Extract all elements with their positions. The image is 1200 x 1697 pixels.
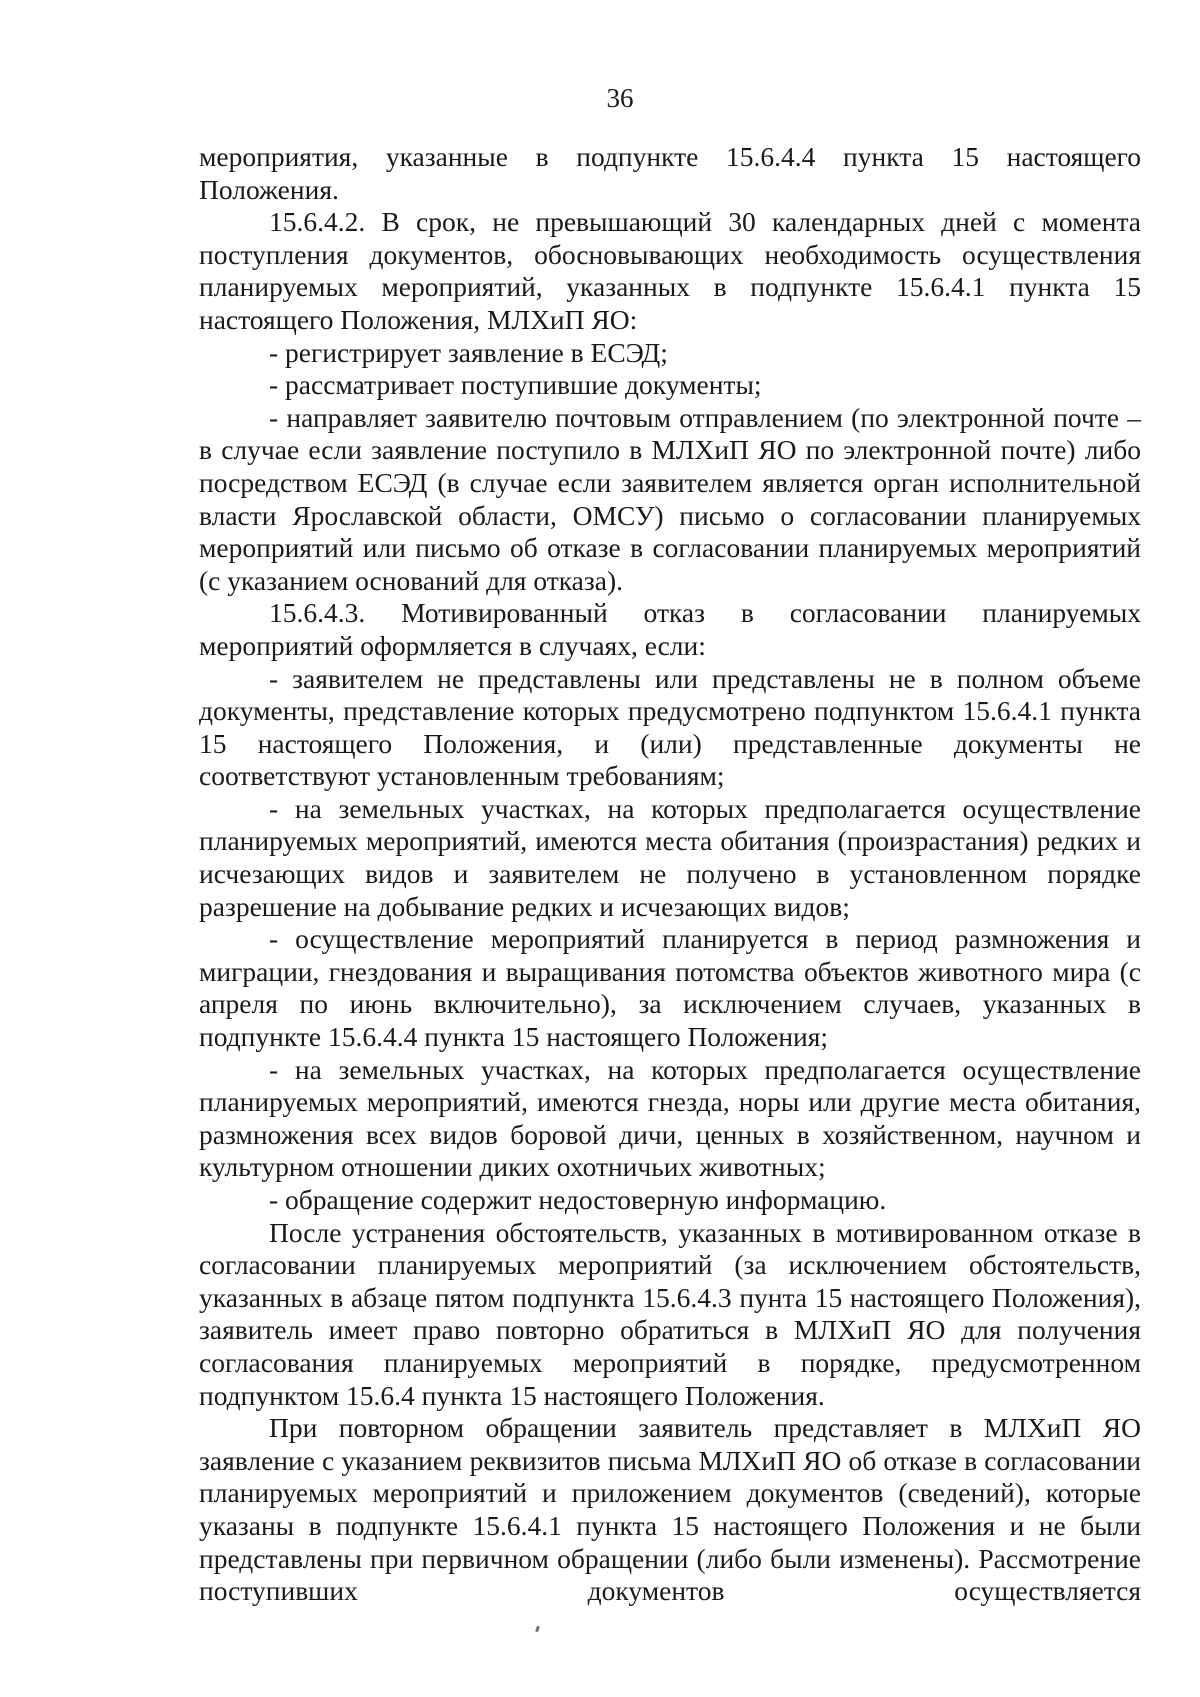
paragraph-1: мероприятия, указанные в подпункте 15.6.4.4 пункта 15 настоящего Положения. <box>199 141 1141 205</box>
paragraph-after-elimination: После устранения обстоятельств, указанных в мотивированном отказе в согласовании планируемых мероприятий (за исключением обстоятельств, указанных в абзаце пятом подпункта 15.6.4.3 пунта 15 настоящего Положения), заявитель имеет право повторно обратиться в МЛХиП ЯО для получения согласования планируемых мероприятий в порядке, предусмотренном подпунктом 15.6.4 пункта 15 настоящего Положения. <box>199 1216 1141 1411</box>
list-item-register: - регистрирует заявление в ЕСЭД; <box>269 336 668 368</box>
list-item-documents-missing: - заявителем не представлены или представлены не в полном объеме документы, представление которых предусмотрено подпунктом 15.6.4.1 пункта 15 настоящего Положения, и (или) представленные документы не соответствуют установленным требованиям; <box>199 662 1141 792</box>
document-body <box>199 141 1141 1608</box>
list-item-false-info: - обращение содержит недостоверную информацию. <box>269 1184 887 1215</box>
paragraph-repeat-request: При повторном обращении заявитель представляет в МЛХиП ЯО заявление с указанием реквизитов письма МЛХиП ЯО об отказе в согласовании планируемых мероприятий и приложением документов (сведений), которые указаны в подпункте 15.6.4.1 пункта 15 настоящего Положения и не были представлены при первичном обращении (либо были изменены). Рассмотрение поступивших документов осуществляется <box>199 1412 1141 1607</box>
list-item-nests-burrows: - на земельных участках, на которых предполагается осуществление планируемых мероприятий, имеются гнезда, норы или другие места обитания, размножения всех видов боровой дичи, ценных в хозяйственном, научном и культурном отношении диких охотничьих животных; <box>199 1053 1141 1183</box>
page-number: 36 <box>606 83 634 113</box>
paragraph-15-6-4-3: 15.6.4.3. Мотивированный отказ в согласовании планируемых мероприятий оформляется в случаях, если: <box>199 597 1141 661</box>
list-item-review: - рассматривает поступившие документы; <box>269 369 762 401</box>
paragraph-2: 15.6.4.2. В срок, не превышающий 30 календарных дней с момента поступления документов, обосновывающих необходимость осуществления планируемых мероприятий, указанных в подпункте 15.6.4.1 пункта 15 настоящего Положения, МЛХиП ЯО: <box>199 206 1141 335</box>
scan-speck <box>535 1626 540 1633</box>
list-item-send-letter: - направляет заявителю почтовым отправлением (по электронной почте – в случае если заявление поступило в МЛХиП ЯО по электронной почте) либо посредством ЕСЭД (в случае если заявителем является орган исполнительной власти Ярославской области, ОМСУ) письмо о согласовании планируемых мероприятий или письмо об отказе в согласовании планируемых мероприятий (с указанием оснований для отказа). <box>199 401 1141 596</box>
list-item-rare-species: - на земельных участках, на которых предполагается осуществление планируемых мероприятий, имеются места обитания (произрастания) редких и исчезающих видов и заявителем не получено в установленном порядке разрешение на добывание редких и исчезающих видов; <box>199 792 1141 922</box>
list-item-breeding-period: - осуществление мероприятий планируется в период размножения и миграции, гнездования и выращивания потомства объектов животного мира (с апреля по июнь включительно), за исключением случаев, указанных в подпункте 15.6.4.4 пункта 15 настоящего Положения; <box>199 923 1141 1053</box>
